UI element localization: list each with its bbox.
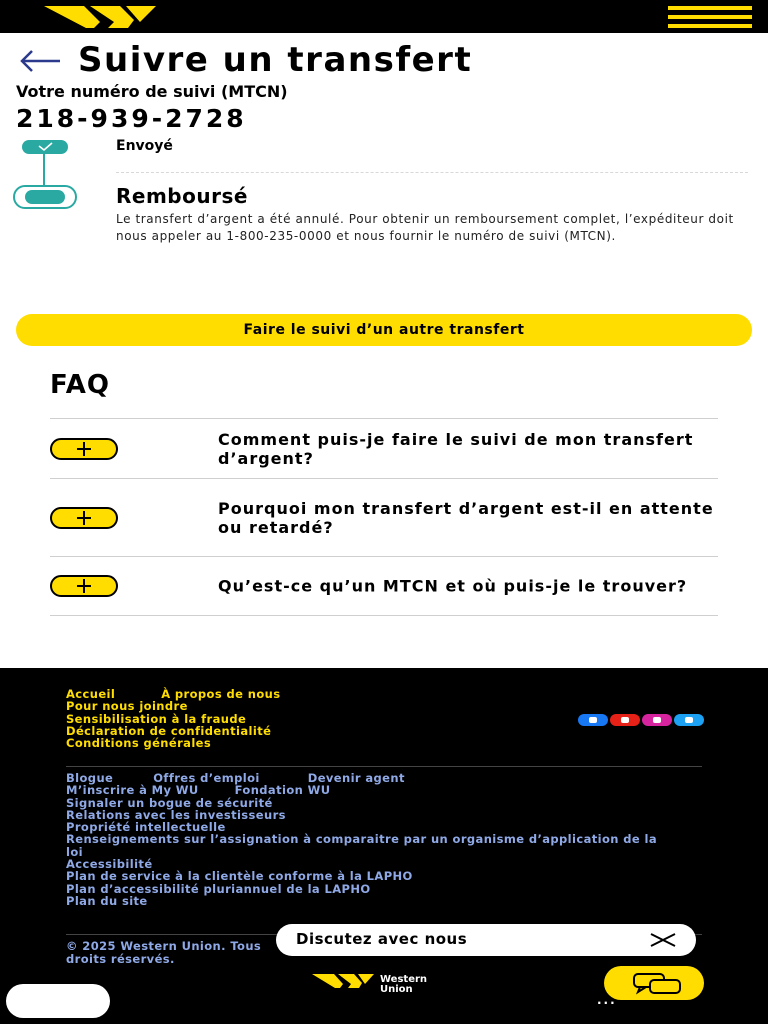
footer-link-wu-foundation[interactable]: Fondation WU [234, 783, 331, 798]
footer-link-lapho-service[interactable]: Plan de service à la clientèle conforme à la LAPHO [66, 869, 413, 884]
step-refunded-description: Le transfert d’argent a été annulé. Pour obtenir un remboursement complet, l’expéditeur doit nous appeler au 1-800-235-0000 et nous fournir le numéro de suivi (MTCN). [116, 212, 734, 243]
faq-question[interactable]: Qu’est-ce qu’un MTCN et où puis-je le trouver? [218, 576, 688, 596]
western-union-logo-icon[interactable] [44, 6, 156, 28]
footer-link-become-agent[interactable]: Devenir agent [307, 771, 405, 785]
youtube-icon[interactable] [610, 714, 640, 726]
faq-question[interactable]: Pourquoi mon transfert d’argent est-il en attente ou retardé? [218, 498, 714, 537]
faq-item[interactable] [50, 478, 718, 556]
footer-link-subpoena[interactable]: Renseignements sur l’assignation à comparaitre par un organisme d’application de la loi [66, 832, 658, 859]
footer-link-terms[interactable]: Conditions générales [66, 736, 212, 751]
twitter-icon[interactable] [674, 714, 704, 726]
footer-link-security-bug[interactable]: Signaler un bogue de sécurité [66, 795, 273, 810]
footer-logo-text [380, 975, 427, 994]
check-icon [22, 140, 68, 154]
facebook-icon[interactable] [578, 714, 608, 726]
overlay-blob [6, 984, 110, 1018]
step-refunded-label: Remboursé [116, 184, 248, 208]
arrow-left-icon[interactable] [18, 48, 62, 74]
step-divider [116, 172, 748, 173]
footer-link-investors[interactable]: Relations avec les investisseurs [66, 807, 286, 822]
faq-title: FAQ [50, 370, 111, 400]
footer-link-about[interactable]: À propos de nous [161, 687, 281, 701]
western-union-logo-icon[interactable] [312, 974, 374, 988]
chat-prompt[interactable] [276, 924, 696, 956]
footer-primary-links [66, 688, 280, 749]
chat-dots: ... [597, 993, 617, 1007]
mtcn-label: Votre numéro de suivi (MTCN) [16, 82, 288, 101]
footer-link-home[interactable]: Accueil [66, 687, 116, 701]
footer-link-my-wu[interactable]: M’inscrire à My WU [66, 783, 199, 798]
footer-link-accessibility[interactable]: Accessibilité [66, 857, 153, 872]
footer-link-lapho-plan[interactable]: Plan d’accessibilité pluriannuel de la LAPHO [66, 881, 371, 896]
footer-link-blog[interactable]: Blogue [66, 771, 114, 785]
current-step-icon [13, 185, 77, 209]
page-title: Suivre un transfert [78, 40, 473, 80]
footer-divider [66, 766, 702, 767]
footer-secondary-links [66, 772, 666, 907]
footer-link-intellectual-property[interactable]: Propriété intellectuelle [66, 820, 226, 835]
mtcn-number: 218-939-2728 [16, 104, 247, 133]
faq-item[interactable] [50, 418, 718, 478]
footer-link-careers[interactable]: Offres d’emploi [153, 771, 260, 785]
track-another-transfer-button[interactable]: Faire le suivi d’un autre transfert [16, 314, 752, 346]
plus-icon[interactable] [50, 575, 118, 597]
chat-label[interactable]: Discutez avec nous [296, 930, 468, 948]
top-bar [0, 0, 768, 33]
footer-link-privacy[interactable]: Déclaration de confidentialité [66, 723, 272, 738]
hamburger-menu-icon[interactable] [668, 6, 752, 28]
chat-bubbles-icon[interactable] [604, 966, 704, 1000]
step-sent-label: Envoyé [116, 138, 173, 154]
plus-icon[interactable] [50, 438, 118, 460]
footer-link-contact[interactable]: Pour nous joindre [66, 699, 188, 714]
footer-link-fraud-awareness[interactable]: Sensibilisation à la fraude [66, 711, 247, 726]
faq-question[interactable]: Comment puis-je faire le suivi de mon transfert d’argent? [218, 429, 694, 468]
footer-link-sitemap[interactable]: Plan du site [66, 893, 148, 908]
plus-icon[interactable] [50, 507, 118, 529]
close-icon[interactable] [648, 930, 678, 950]
logo-text-line: Union [380, 983, 413, 995]
instagram-icon[interactable] [642, 714, 672, 726]
logo-text-line: Western [380, 974, 428, 985]
faq-list [50, 418, 718, 616]
faq-item[interactable] [50, 556, 718, 616]
copyright: © 2025 Western Union. Tous droits réservés. [66, 939, 262, 966]
timeline-connector [43, 152, 45, 188]
